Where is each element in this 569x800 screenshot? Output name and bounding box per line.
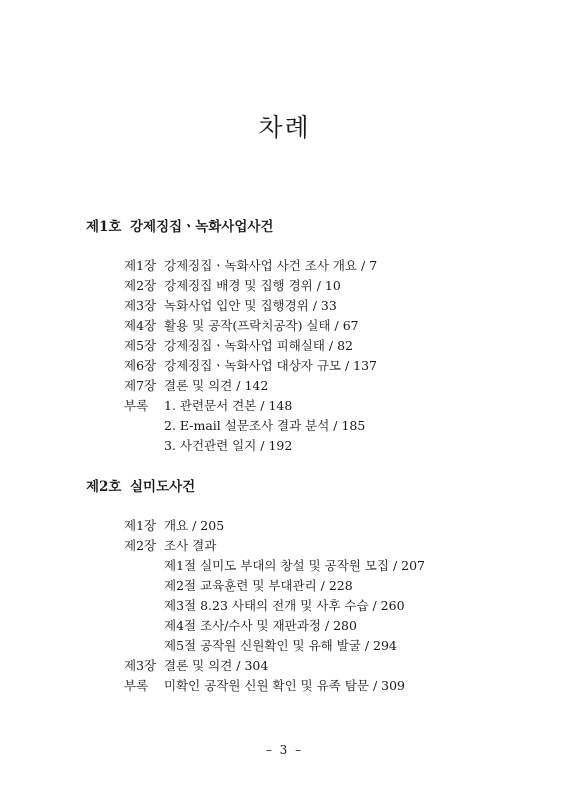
entry-text: 활용 및 공작(프락치공작) 실태 / 67: [164, 318, 359, 333]
entry-text: 미확인 공작원 신원 확인 및 유족 탐문 / 309: [164, 678, 405, 693]
chapter-label: 제1장: [124, 518, 157, 533]
toc-entry: [164, 576, 353, 594]
entry-text: 제1절 실미도 부대의 창설 및 공작원 모집 / 207: [164, 558, 426, 573]
appendix-label: 부록: [124, 398, 149, 413]
chapter-label: 제3장: [124, 298, 157, 313]
toc-entry: [124, 376, 268, 394]
toc-entry: [124, 316, 359, 334]
section-name: 강제징집ㆍ녹화사업사건: [130, 219, 274, 235]
toc-entry: [164, 636, 397, 654]
toc-entry: [164, 416, 365, 434]
entry-text: 강제징집ㆍ녹화사업 대상자 규모 / 137: [164, 358, 378, 373]
entry-text: 결론 및 의견 / 304: [164, 658, 269, 673]
toc-entry: [124, 396, 292, 414]
entry-text: 1. 관련문서 견본 / 148: [164, 398, 293, 413]
toc-entry: [164, 556, 425, 574]
chapter-label: 제4장: [124, 318, 157, 333]
section-number: 제2호: [86, 479, 122, 495]
entry-text: 강제징집ㆍ녹화사업 사건 조사 개요 / 7: [164, 258, 378, 273]
section-heading: [86, 215, 273, 235]
toc-entry: [124, 336, 353, 354]
chapter-label: 제3장: [124, 658, 157, 673]
page-number: – 3 –: [265, 743, 304, 757]
entry-text: 제2절 교육훈련 및 부대관리 / 228: [164, 578, 353, 593]
entry-text: 제4절 조사/수사 및 재판과정 / 280: [164, 618, 357, 633]
chapter-label: 제2장: [124, 278, 157, 293]
entry-text: 제5절 공작원 신원확인 및 유해 발굴 / 294: [164, 638, 397, 653]
entry-text: 녹화사업 입안 및 집행경위 / 33: [164, 298, 337, 313]
entry-text: 3. 사건관련 일지 / 192: [164, 438, 293, 453]
toc-entry: [124, 516, 224, 534]
toc-entry: [124, 536, 216, 554]
toc-entry: [124, 356, 377, 374]
chapter-label: 제2장: [124, 538, 157, 553]
toc-entry: [124, 656, 268, 674]
chapter-label: 제5장: [124, 338, 157, 353]
section-number: 제1호: [86, 219, 122, 235]
entry-text: 제3절 8.23 사태의 전개 및 사후 수습 / 260: [164, 598, 405, 613]
section-name: 실미도사건: [130, 479, 196, 495]
chapter-label: 제6장: [124, 358, 157, 373]
entry-text: 개요 / 205: [164, 518, 225, 533]
page-title: 차례: [258, 113, 311, 142]
toc-entry: [124, 676, 405, 694]
toc-entry: [124, 256, 377, 274]
toc-entry: [164, 616, 357, 634]
section-heading: [86, 475, 195, 495]
entry-text: 조사 결과: [164, 538, 217, 553]
entry-text: 강제징집 배경 및 집행 경위 / 10: [164, 278, 341, 293]
entry-text: 강제징집ㆍ녹화사업 피해실태 / 82: [164, 338, 354, 353]
toc-entry: [164, 436, 292, 454]
chapter-label: 제1장: [124, 258, 157, 273]
entry-text: 결론 및 의견 / 142: [164, 378, 269, 393]
toc-entry: [124, 276, 341, 294]
chapter-label: 제7장: [124, 378, 157, 393]
appendix-label: 부록: [124, 678, 149, 693]
entry-text: 2. E-mail 설문조사 결과 분석 / 185: [164, 418, 366, 433]
toc-entry: [164, 596, 405, 614]
toc-entry: [124, 296, 337, 314]
